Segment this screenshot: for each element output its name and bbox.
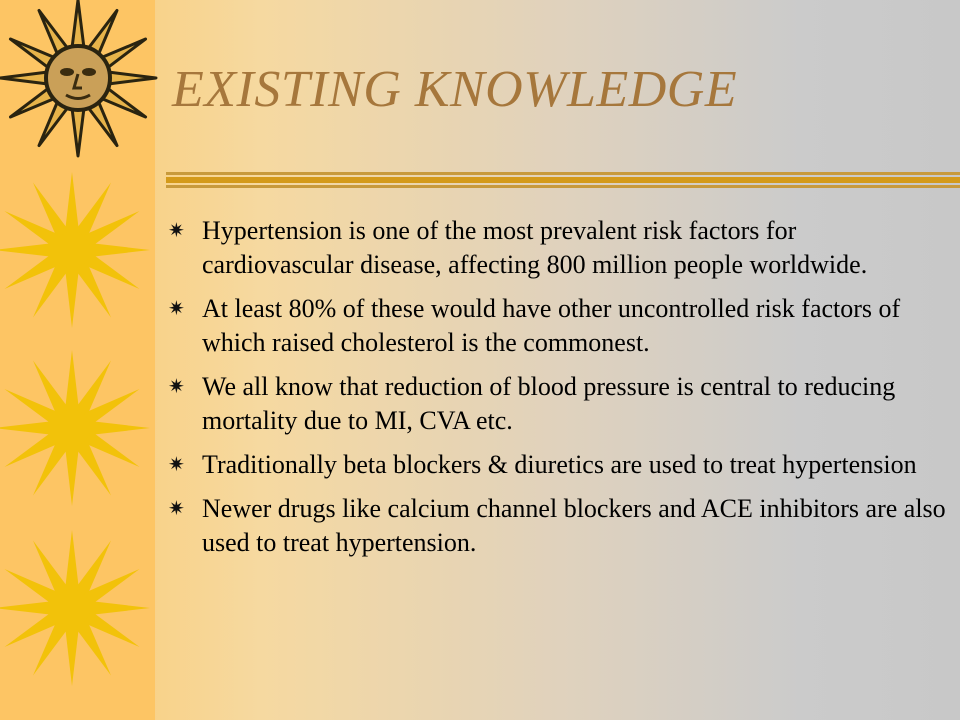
bullet-text: Traditionally beta blockers & diuretics are used to treat hypertension [202, 450, 917, 479]
sun-face-icon [0, 0, 160, 170]
title-divider [166, 172, 960, 192]
bullet-item [168, 214, 948, 282]
bullet-text: We all know that reduction of blood pressure is central to reducing mortality due to MI, CVA etc. [202, 372, 896, 435]
bullet-text: At least 80% of these would have other uncontrolled risk factors of which raised cholesterol is the commonest. [202, 294, 901, 357]
bullet-list [168, 214, 948, 570]
star-bullet-icon: ✷ [168, 220, 185, 242]
bullet-item [168, 370, 948, 438]
star-bullet-icon: ✷ [168, 376, 185, 398]
sun-icon [0, 172, 160, 332]
star-bullet-icon: ✷ [168, 498, 185, 520]
sun-icon [0, 348, 160, 508]
slide-title: EXISTING KNOWLEDGE [172, 61, 738, 118]
bullet-text: Newer drugs like calcium channel blockers and ACE inhibitors are also used to treat hypertension. [202, 494, 946, 557]
star-bullet-icon: ✷ [168, 454, 185, 476]
bullet-item [168, 292, 948, 360]
bullet-text: Hypertension is one of the most prevalent risk factors for cardiovascular disease, affecting 800 million people worldwide. [202, 216, 868, 279]
star-bullet-icon: ✷ [168, 298, 185, 320]
sun-icon [0, 528, 160, 688]
bullet-item [168, 492, 948, 560]
bullet-item [168, 448, 948, 482]
